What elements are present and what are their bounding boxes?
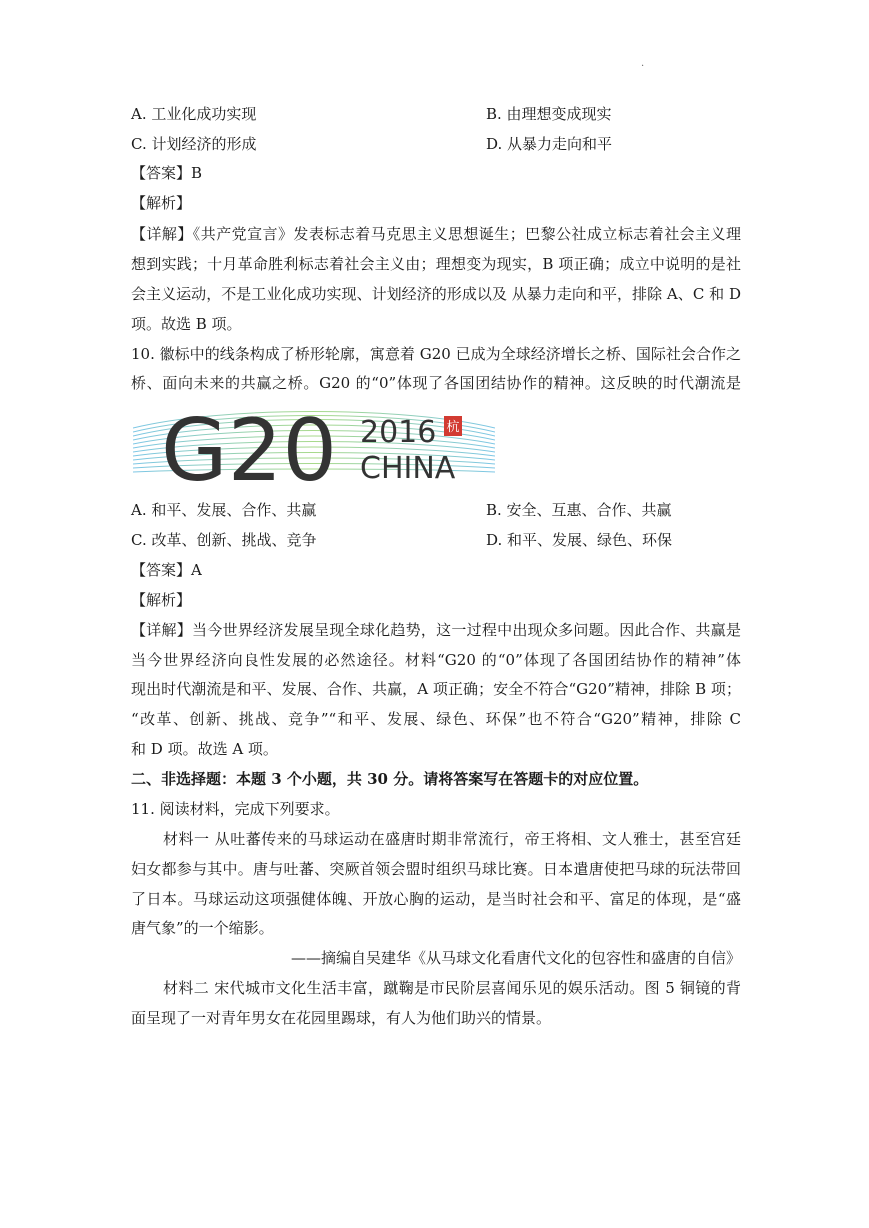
q9-analysis-label: 【解析】 <box>131 194 192 212</box>
q11-stem: 11. 阅读材料，完成下列要求。 <box>131 800 340 818</box>
section-2-title: 二、非选择题：本题 3 个小题，共 30 分。请将答案写在答题卡的对应位置。 <box>131 770 649 788</box>
q10-stem-line-1: 10. 徽标中的线条构成了桥形轮廓，寓意着 G20 已成为全球经济增长之桥、国际社会合作之 <box>131 345 741 363</box>
q11-material1-line-2: 妇女都参与其中。唐与吐蕃、突厥首领会盟时组织马球比赛。日本遣唐使把马球的玩法带回 <box>131 860 741 878</box>
q9-detail-line-2: 想到实践；十月革命胜利标志着社会主义由；理想变为现实，B 项正确；成立中说明的是社 <box>131 255 741 273</box>
q11-source-1: ——摘编自吴建华《从马球文化看唐代文化的包容性和盛唐的自信》 <box>290 949 741 967</box>
q10-analysis-label: 【解析】 <box>131 591 192 609</box>
q10-detail-line-3: 现出时代潮流是和平、发展、合作、共赢，A 项正确；安全不符合“G20”精神，排除 B 项； <box>131 680 741 698</box>
q10-stem-line-2: 桥、面向未来的共赢之桥。G20 的“0”体现了各国团结协作的精神。这反映的时代潮流是 <box>131 374 741 392</box>
q10-detail-line-1: 【详解】当今世界经济发展呈现全球化趋势，这一过程中出现众多问题。因此合作、共赢是 <box>131 621 741 639</box>
header-dot: . <box>641 58 645 69</box>
q9-option-c: C. 计划经济的形成 <box>131 135 257 153</box>
q10-detail-line-5: 和 D 项。故选 A 项。 <box>131 740 278 758</box>
q11-material1-line-1: 材料一 从吐蕃传来的马球运动在盛唐时期非常流行，帝王将相、文人雅士，甚至宫廷 <box>163 830 741 848</box>
q9-option-d: D. 从暴力走向和平 <box>486 135 613 153</box>
q10-detail-line-2: 当今世界经济向良性发展的必然途径。材料“G20 的“0”体现了各国团结协作的精神”体 <box>131 651 741 669</box>
q9-detail-line-1: 【详解】《共产党宣言》发表标志着马克思主义思想诞生；巴黎公社成立标志着社会主义理 <box>131 225 741 243</box>
q11-material2-line-1: 材料二 宋代城市文化生活丰富，蹴鞠是市民阶层喜闻乐见的娱乐活动。图 5 铜镜的背 <box>163 979 741 997</box>
q10-detail-line-4: “改革、创新、挑战、竞争”“和平、发展、绿色、环保”也不符合“G20”精神，排除 C <box>131 710 741 728</box>
q9-option-a: A. 工业化成功实现 <box>131 105 257 123</box>
q9-detail-line-3: 会主义运动，不是工业化成功实现、计划经济的形成以及 从暴力走向和平，排除 A、C 和 D <box>131 285 741 303</box>
q10-option-a: A. 和平、发展、合作、共赢 <box>131 501 317 519</box>
logo-year-text: 2016 <box>360 415 437 450</box>
q9-answer: 【答案】B <box>131 164 203 182</box>
q11-material1-line-3: 了日本。马球运动这项强健体魄、开放心胸的运动，是当时社会和平、富足的体现，是“盛 <box>131 890 741 908</box>
q10-option-c: C. 改革、创新、挑战、竞争 <box>131 531 317 549</box>
logo-g20-text: G20 <box>161 401 338 494</box>
g20-logo-image <box>133 398 495 494</box>
q11-material2-line-2: 面呈现了一对青年男女在花园里踢球，有人为他们助兴的情景。 <box>131 1009 552 1027</box>
logo-seal-text: 杭 <box>446 420 460 435</box>
q9-detail-line-4: 项。故选 B 项。 <box>131 315 242 333</box>
logo-country-text: CHINA <box>360 451 456 486</box>
q10-option-d: D. 和平、发展、绿色、环保 <box>486 531 673 549</box>
q9-option-b: B. 由理想变成现实 <box>486 105 612 123</box>
q10-answer: 【答案】A <box>131 561 202 579</box>
q11-material1-line-4: 唐气象”的一个缩影。 <box>131 919 274 937</box>
q10-option-b: B. 安全、互惠、合作、共赢 <box>486 501 672 519</box>
